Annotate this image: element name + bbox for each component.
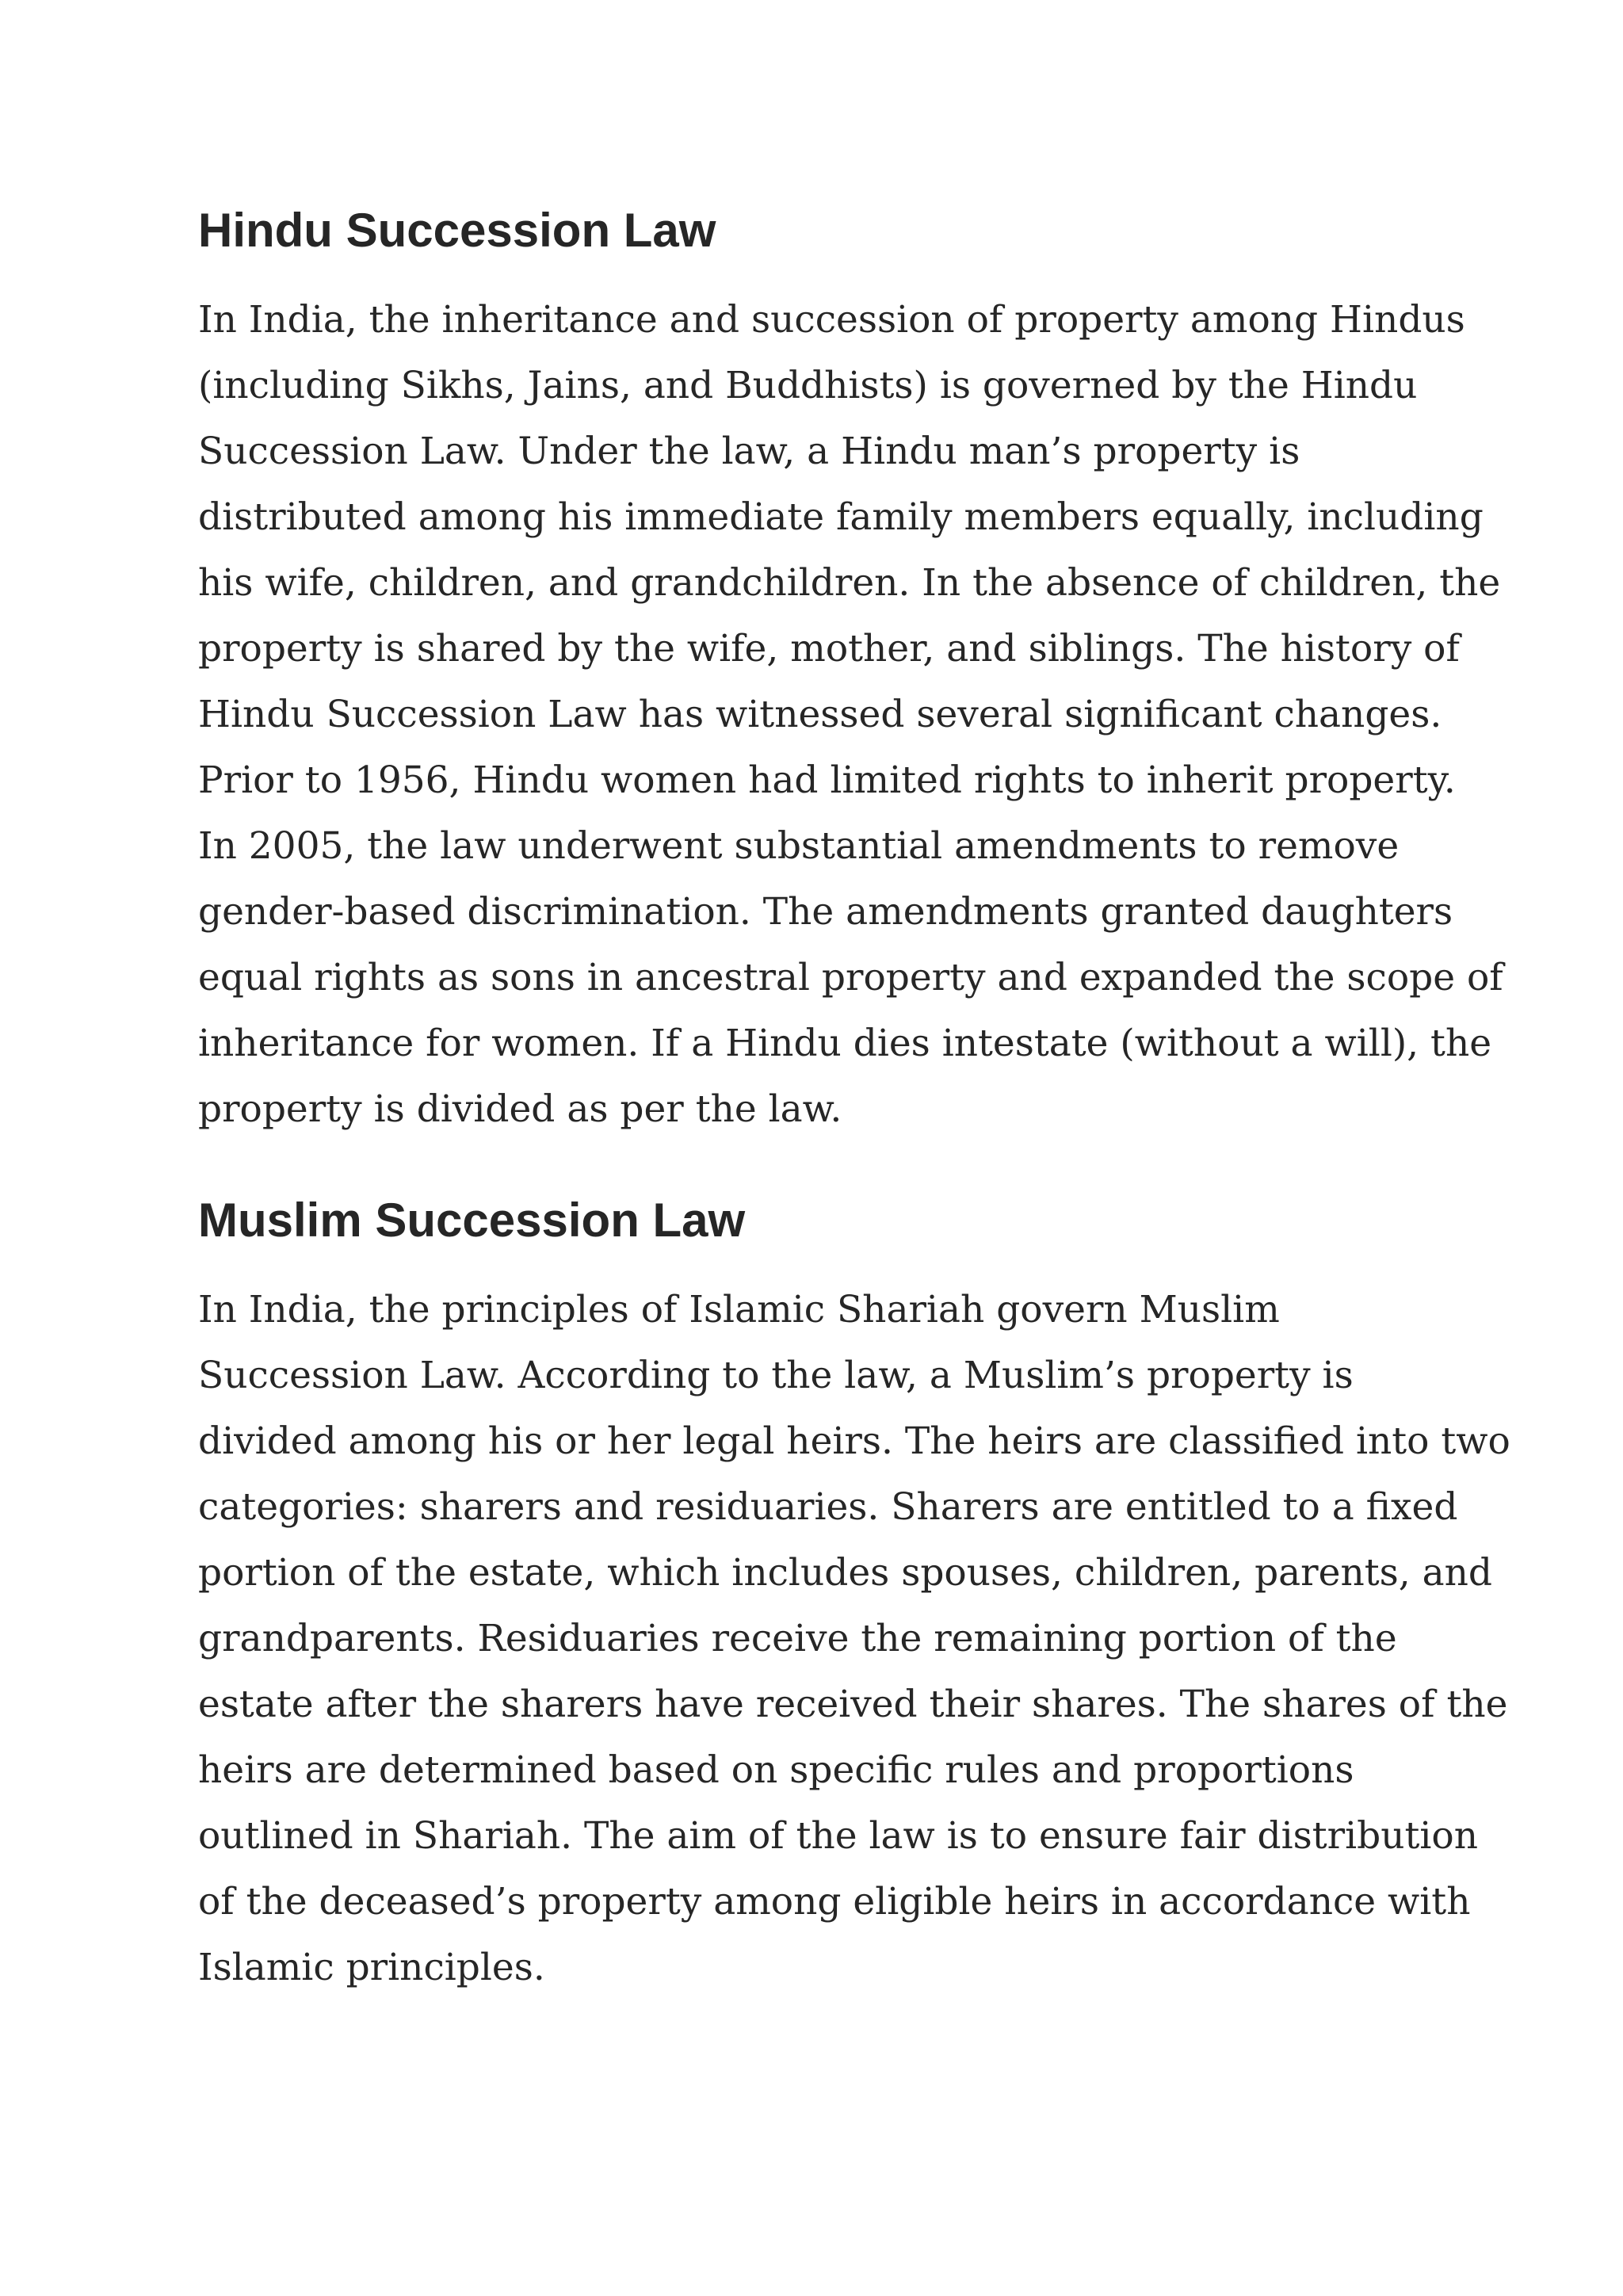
paragraph-line: inheritance for women. If a Hindu dies intestate (without a will), the [198, 1022, 1492, 1065]
paragraph-line: grandparents. Residuaries receive the remaining portion of the [198, 1617, 1397, 1660]
paragraph-line: In India, the inheritance and succession of property among Hindus [198, 298, 1465, 342]
section-hindu-succession-law [198, 195, 1503, 1142]
paragraph-line: equal rights as sons in ancestral property and expanded the scope of [198, 956, 1503, 999]
paragraph-line: Hindu Succession Law has witnessed several significant changes. [198, 693, 1442, 736]
paragraph-line: divided among his or her legal heirs. The heirs are classified into two [198, 1419, 1510, 1463]
section-heading: Hindu Succession Law [198, 204, 716, 257]
paragraph-line: of the deceased’s property among eligible heirs in accordance with [198, 1880, 1471, 1924]
paragraph-line: heirs are determined based on specific rules and proportions [198, 1748, 1354, 1792]
paragraph-line: (including Sikhs, Jains, and Buddhists) is governed by the Hindu [198, 364, 1418, 407]
section-paragraph [198, 1277, 1510, 2000]
paragraph-line: distributed among his immediate family members equally, including [198, 495, 1484, 539]
paragraph-line: his wife, children, and grandchildren. In the absence of children, the [198, 561, 1501, 605]
section-heading: Muslim Succession Law [198, 1194, 746, 1247]
paragraph-line: Succession Law. Under the law, a Hindu man’s property is [198, 430, 1300, 473]
paragraph-line: categories: sharers and residuaries. Sharers are entitled to a fixed [198, 1485, 1458, 1529]
paragraph-line: portion of the estate, which includes spouses, children, parents, and [198, 1551, 1492, 1595]
paragraph-line: Succession Law. According to the law, a Muslim’s property is [198, 1354, 1354, 1397]
paragraph-line: In India, the principles of Islamic Shariah govern Muslim [198, 1288, 1280, 1331]
paragraph-line: property is shared by the wife, mother, and siblings. The history of [198, 627, 1460, 670]
paragraph-line: gender-based discrimination. The amendments granted daughters [198, 890, 1453, 934]
paragraph-line: Islamic principles. [198, 1946, 545, 1989]
section-muslim-succession-law [198, 1185, 1510, 2000]
paragraph-line: In 2005, the law underwent substantial amendments to remove [198, 824, 1400, 868]
paragraph-line: property is divided as per the law. [198, 1087, 842, 1131]
paragraph-line: estate after the sharers have received their shares. The shares of the [198, 1683, 1508, 1726]
section-paragraph [198, 287, 1503, 1142]
document-content [198, 195, 1510, 2000]
paragraph-line: Prior to 1956, Hindu women had limited rights to inherit property. [198, 758, 1456, 802]
paragraph-line: outlined in Shariah. The aim of the law is to ensure fair distribution [198, 1814, 1478, 1858]
